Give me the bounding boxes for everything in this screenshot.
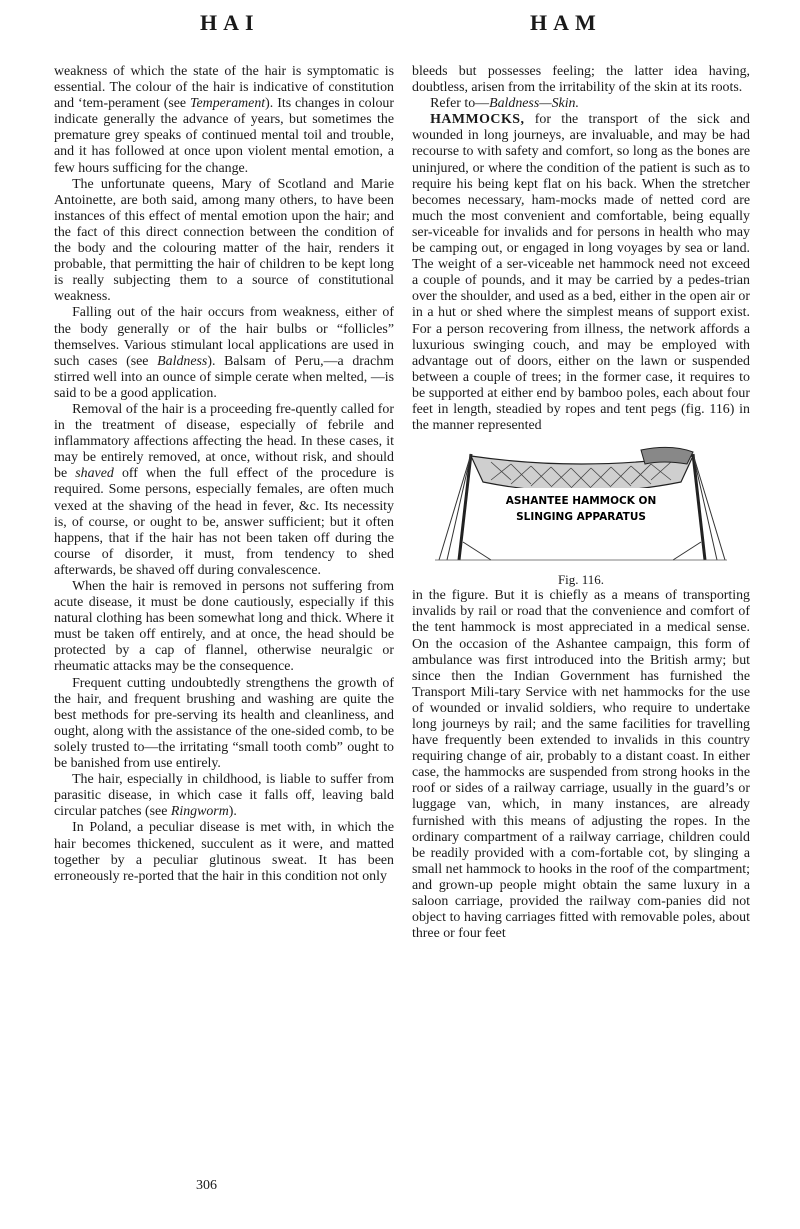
paragraph: weakness of which the state of the hair is symptomatic is essential. The colour of the hair is indicative of constitution and ‘tem-perament (see Temperament). Its changes in colour indicate generally the advance of years, but sometimes the premature grey speaks of continued mental toil and trouble, and it has followed at once upon violent mental emotion, a few hours sufficing for the change. — [54, 64, 394, 176]
entry-headword: HAMMOCKS, — [430, 112, 525, 128]
page-number: 306 — [196, 1178, 217, 1193]
paragraph: The unfortunate queens, Mary of Scotland and Marie Antoinette, are both said, among many others, to have been instances of this effect of mental emotion upon the hair; and the fact of this direct connection between the condition of the body and the colouring matter of the hair, renders it probable, that permitting the hair of children to be kept long is really subjecting them to a source of constitutional weakness. — [54, 176, 394, 305]
paragraph: bleeds but possesses feeling; the latter idea having, doubtless, arisen from the irritability of the skin at its roots. — [412, 64, 750, 96]
entry-hammocks: HAMMOCKS, for the transport of the sick and wounded in long journeys, are invaluable, and may be had recourse to with safety and comfort, so long as the bones are uninjured, or where the condition of the patient is such as to require his being kept flat on his back. When the stretcher becomes necessary, ham-mocks made of netted cord are much the most convenient and comfortable, being equally ser-viceable for invalids and for persons in health who may be camping out, or engaged in long voyages by sea or land. The weight of a ser-viceable net hammock need not exceed a couple of pounds, and it may be carried by a pedes-trian over the shoulder, and used as a bed, either in the open air or in a hut or shed where the simplest means of support exist. For a person recovering from illness, the network affords a luxurious swinging couch, and may be employed with advantage out of doors, either on the lawn or suspended between a couple of trees; in the former case, it requires to be supported at either end by bamboo poles, each about four feet in length, steadied by ropes and tent pegs (fig. 116) in the manner represented — [412, 112, 750, 434]
figure-label: SLINGING APPARATUS — [516, 511, 646, 524]
right-column — [412, 64, 750, 942]
paragraph: When the hair is removed in persons not suffering from acute disease, it must be done cautiously, especially if this natural clothing has been somewhat long and thick. Where it must be taken off entirely, and at once, the head should be protected by a cap of flannel, otherwise neuralgic or rheumatic attacks may be the consequence. — [54, 579, 394, 675]
figure-caption: Fig. 116. — [557, 572, 605, 588]
figure-label: ASHANTEE HAMMOCK ON — [505, 495, 657, 508]
paragraph: Removal of the hair is a proceeding fre-quently called for in the treatment of disease, especially of febrile and inflammatory affections affecting the head. In these cases, it may be entirely removed, at once, without risk, and should be shaved off when the full effect of the procedure is required. Some persons, especially females, are often much vexed at the shaving of the head in fever, &c. Its necessity is, of course, or ought to be, answer sufficient; but it often happens, that if the hair has not been taken off during the course of disorder, it must, from tendency to shed afterwards, be shaved off during convalescence. — [54, 401, 394, 578]
figure-116 — [412, 442, 750, 570]
paragraph: Frequent cutting undoubtedly strengthens the growth of the hair, and frequent brushing and washing are quite the best methods for pre-serving its health and cleanliness, and ought, along with the assistance of the one-sided comb, to be solely trusted to—the irritating “small tooth comb” ought to be banished from use entirely. — [54, 675, 394, 772]
paragraph: Falling out of the hair occurs from weakness, either of the body generally or of the hair bulbs or “follicles” themselves. Various stimulant local applications are used in such cases (see Baldness). Balsam of Peru,—a drachm stirred well into an ounce of simple cerate when melted, —is said to be a good application. — [54, 305, 394, 401]
paragraph: The hair, especially in childhood, is liable to suffer from parasitic disease, in which case it falls off, leaving bald circular patches (see Ringworm). — [54, 772, 394, 820]
hammock-illustration — [431, 442, 731, 568]
running-header-left: HAI — [200, 10, 260, 35]
paragraph: in the figure. But it is chiefly as a means of transporting invalids by rail or road that the convenience and comfort of the tent hammock is most appreciated in a medical sense. On the occasion of the Ashantee campaign, this form of ambulance was first introduced into the British army; but since then the Indian Government has furnished the Transport Mili-tary Service with net hammocks for the use of wounded or invalid soldiers, who require to undertake long journeys by rail; and the same facilities for travelling have frequently been extended to invalids in this country requiring change of air, probably to a distant coast. In either case, the hammocks are suspended from strong hooks in the roof or sides of a railway carriage, usually in the guard’s or luggage van, which, in many instances, are already furnished with this means of adjusting the ropes. In the ordinary compartment of a railway carriage, children could be readily provided with a com-fortable cot, by slinging a small net hammock to hooks in the roof of the compartment; and grown-up people might obtain the same luxury in a saloon carriage, provided the railway com-panies did not object to having carriages fitted with removable poles, about three or four feet — [412, 588, 750, 942]
running-header-right: HAM — [530, 10, 602, 35]
left-column — [54, 64, 394, 885]
cross-reference: Refer to—Baldness—Skin. — [430, 96, 579, 112]
paragraph: In Poland, a peculiar disease is met with, in which the hair becomes thickened, succulent as it were, and matted together by a peculiar glutinous sweat. It has been erroneously re-ported that the hair in this condition not only — [54, 820, 394, 884]
